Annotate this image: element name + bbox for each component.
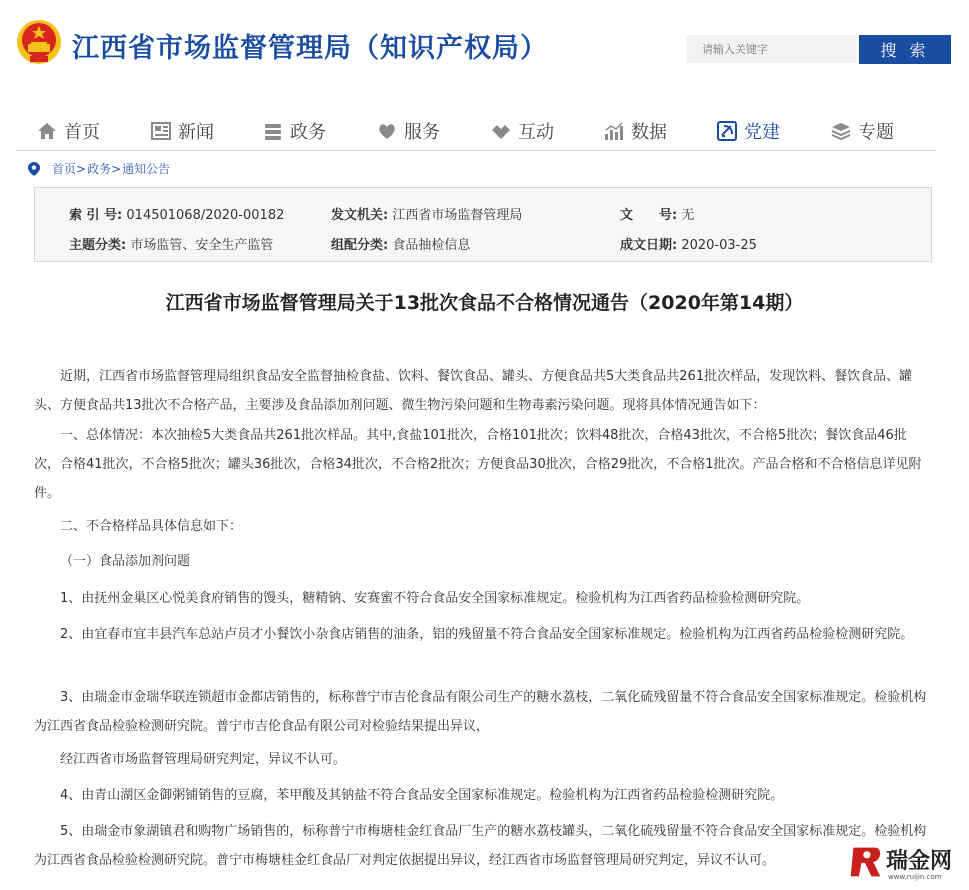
breadcrumb-separator: >: [111, 161, 122, 176]
nav-item-data[interactable]: [603, 116, 667, 146]
nav-label: 互动: [518, 122, 554, 143]
breadcrumb-separator: >: [76, 161, 87, 176]
nav-label: 政务: [290, 122, 326, 143]
watermark-url: www.ruijin.com: [888, 873, 942, 881]
newspaper-icon: [150, 120, 172, 142]
nav-label: 服务: [404, 122, 440, 143]
topics-icon: [830, 120, 852, 142]
meta-date-label: 成文日期:: [620, 238, 678, 253]
meta-category: [331, 234, 470, 253]
article-paragraph: 经江西省市场监督管理局研究判定，异议不认可。: [60, 752, 347, 767]
meta-doc-no-label: 文 号:: [620, 208, 678, 223]
article-paragraph: 5、由瑞金市象湖镇君和购物广场销售的，标称普宁市梅塘桂金红食品厂生产的糖水荔枝罐头，二氧化硫残留量不符合食品安全国家标准规定。检验机构为江西省食品检验检测研究院。普宁市梅塘桂金红食品厂对判定依据提出异议，经江西省市场监督管理局研究判定，异议不认可。: [34, 824, 927, 868]
meta-topic: [69, 234, 273, 253]
watermark-name: 瑞金网: [886, 849, 953, 874]
chart-icon: [603, 120, 625, 142]
nav-label: 数据: [631, 122, 667, 143]
breadcrumb-government[interactable]: 政务: [87, 162, 112, 176]
meta-date-value: 2020-03-25: [681, 238, 757, 253]
service-icon: [376, 120, 398, 142]
article-title: 江西省市场监督管理局关于13批次食品不合格情况通告（2020年第14期）: [165, 292, 804, 314]
article-paragraph: 3、由瑞金市金瑞华联连锁超市金都店销售的，标称普宁市吉伦食品有限公司生产的糖水荔枝，二氧化硫残留量不符合食品安全国家标准规定。检验机构为江西省食品检验检测研究院。普宁市吉伦食品有限公司对检验结果提出异议，: [34, 690, 927, 734]
nav-item-topics[interactable]: [830, 116, 894, 146]
article-paragraph: 一、总体情况：本次抽检5大类食品共261批次样品。其中,食盐101批次，合格101批次；饮料48批次，合格43批次，不合格5批次；餐饮食品46批次，合格41批次，不合格5批次；罐头36批次，合格34批次，不合格2批次；方便食品30批次，合格29批次，不合格1批次。产品合格和不合格信息详见附件。: [34, 428, 922, 501]
search-input[interactable]: [686, 35, 856, 63]
article-paragraph: 2、由宜春市宜丰县汽车总站卢员才小餐饮小杂食店销售的油条，铝的残留量不符合食品安全国家标准规定。检验机构为江西省药品检验检测研究院。: [60, 627, 914, 642]
nav-item-news[interactable]: [150, 116, 214, 146]
article-paragraph: 近期，江西省市场监督管理局组织食品安全监督抽检食盐、饮料、餐饮食品、罐头、方便食品共5大类食品共261批次样品，发现饮料、餐饮食品、罐头、方便食品共13批次不合格产品，主要涉及食品添加剂问题、微生物污染问题和生物毒素污染问题。现将具体情况通告如下：: [34, 369, 913, 413]
government-icon: [262, 120, 284, 142]
nav-item-interaction[interactable]: [490, 116, 554, 146]
nav-label: 党建: [744, 122, 780, 143]
breadcrumb-home[interactable]: 首页: [52, 162, 77, 176]
meta-index-value: 014501068/2020-00182: [126, 208, 285, 223]
article-paragraph: （一）食品添加剂问题: [60, 554, 191, 569]
location-pin-icon: [28, 162, 40, 176]
search-button[interactable]: 搜 索: [859, 35, 951, 64]
main-nav: [30, 116, 950, 148]
meta-issuer: [331, 204, 522, 223]
meta-doc-no-value: 无: [681, 208, 695, 223]
meta-index-label: 索 引 号:: [69, 208, 123, 223]
nav-label: 新闻: [178, 122, 214, 143]
meta-topic-label: 主题分类:: [69, 238, 127, 253]
meta-topic-value: 市场监管、安全生产监管: [130, 238, 274, 253]
site-header: [0, 0, 969, 110]
home-icon: [36, 120, 58, 142]
breadcrumb-notices[interactable]: 通知公告: [122, 162, 171, 176]
meta-issuer-value: 江西省市场监督管理局: [392, 208, 523, 223]
breadcrumb: [28, 160, 170, 177]
article-paragraph: 1、由抚州金巢区心悦美食府销售的馒头，糖精钠、安赛蜜不符合食品安全国家标准规定。检验机构为江西省药品检验检测研究院。: [60, 591, 810, 606]
nav-item-service[interactable]: [376, 116, 440, 146]
nav-item-government[interactable]: [262, 116, 326, 146]
meta-category-value: 食品抽检信息: [392, 238, 471, 253]
nav-item-party[interactable]: [716, 116, 780, 146]
nav-label: 首页: [64, 122, 100, 143]
article-paragraph: 二、不合格样品具体信息如下：: [60, 519, 243, 534]
meta-issuer-label: 发文机关:: [331, 208, 389, 223]
meta-category-label: 组配分类:: [331, 238, 389, 253]
nav-item-home[interactable]: [36, 116, 100, 146]
document-meta-box: [34, 187, 932, 262]
meta-date: [620, 234, 757, 253]
national-emblem-icon: [16, 18, 62, 66]
article-paragraph: 4、由青山湖区金御粥铺销售的豆腐，苯甲酸及其钠盐不符合食品安全国家标准规定。检验机构为江西省药品检验检测研究院。: [60, 788, 784, 803]
meta-doc-number: [620, 204, 694, 223]
ruijin-logo-icon: [848, 844, 884, 880]
party-icon: [716, 120, 738, 142]
meta-index-number: [69, 204, 284, 223]
site-title[interactable]: 江西省市场监督管理局（知识产权局）: [72, 33, 548, 64]
nav-divider: [16, 150, 936, 151]
watermark-logo: [848, 842, 963, 884]
interaction-icon: [490, 120, 512, 142]
nav-label: 专题: [858, 122, 894, 143]
